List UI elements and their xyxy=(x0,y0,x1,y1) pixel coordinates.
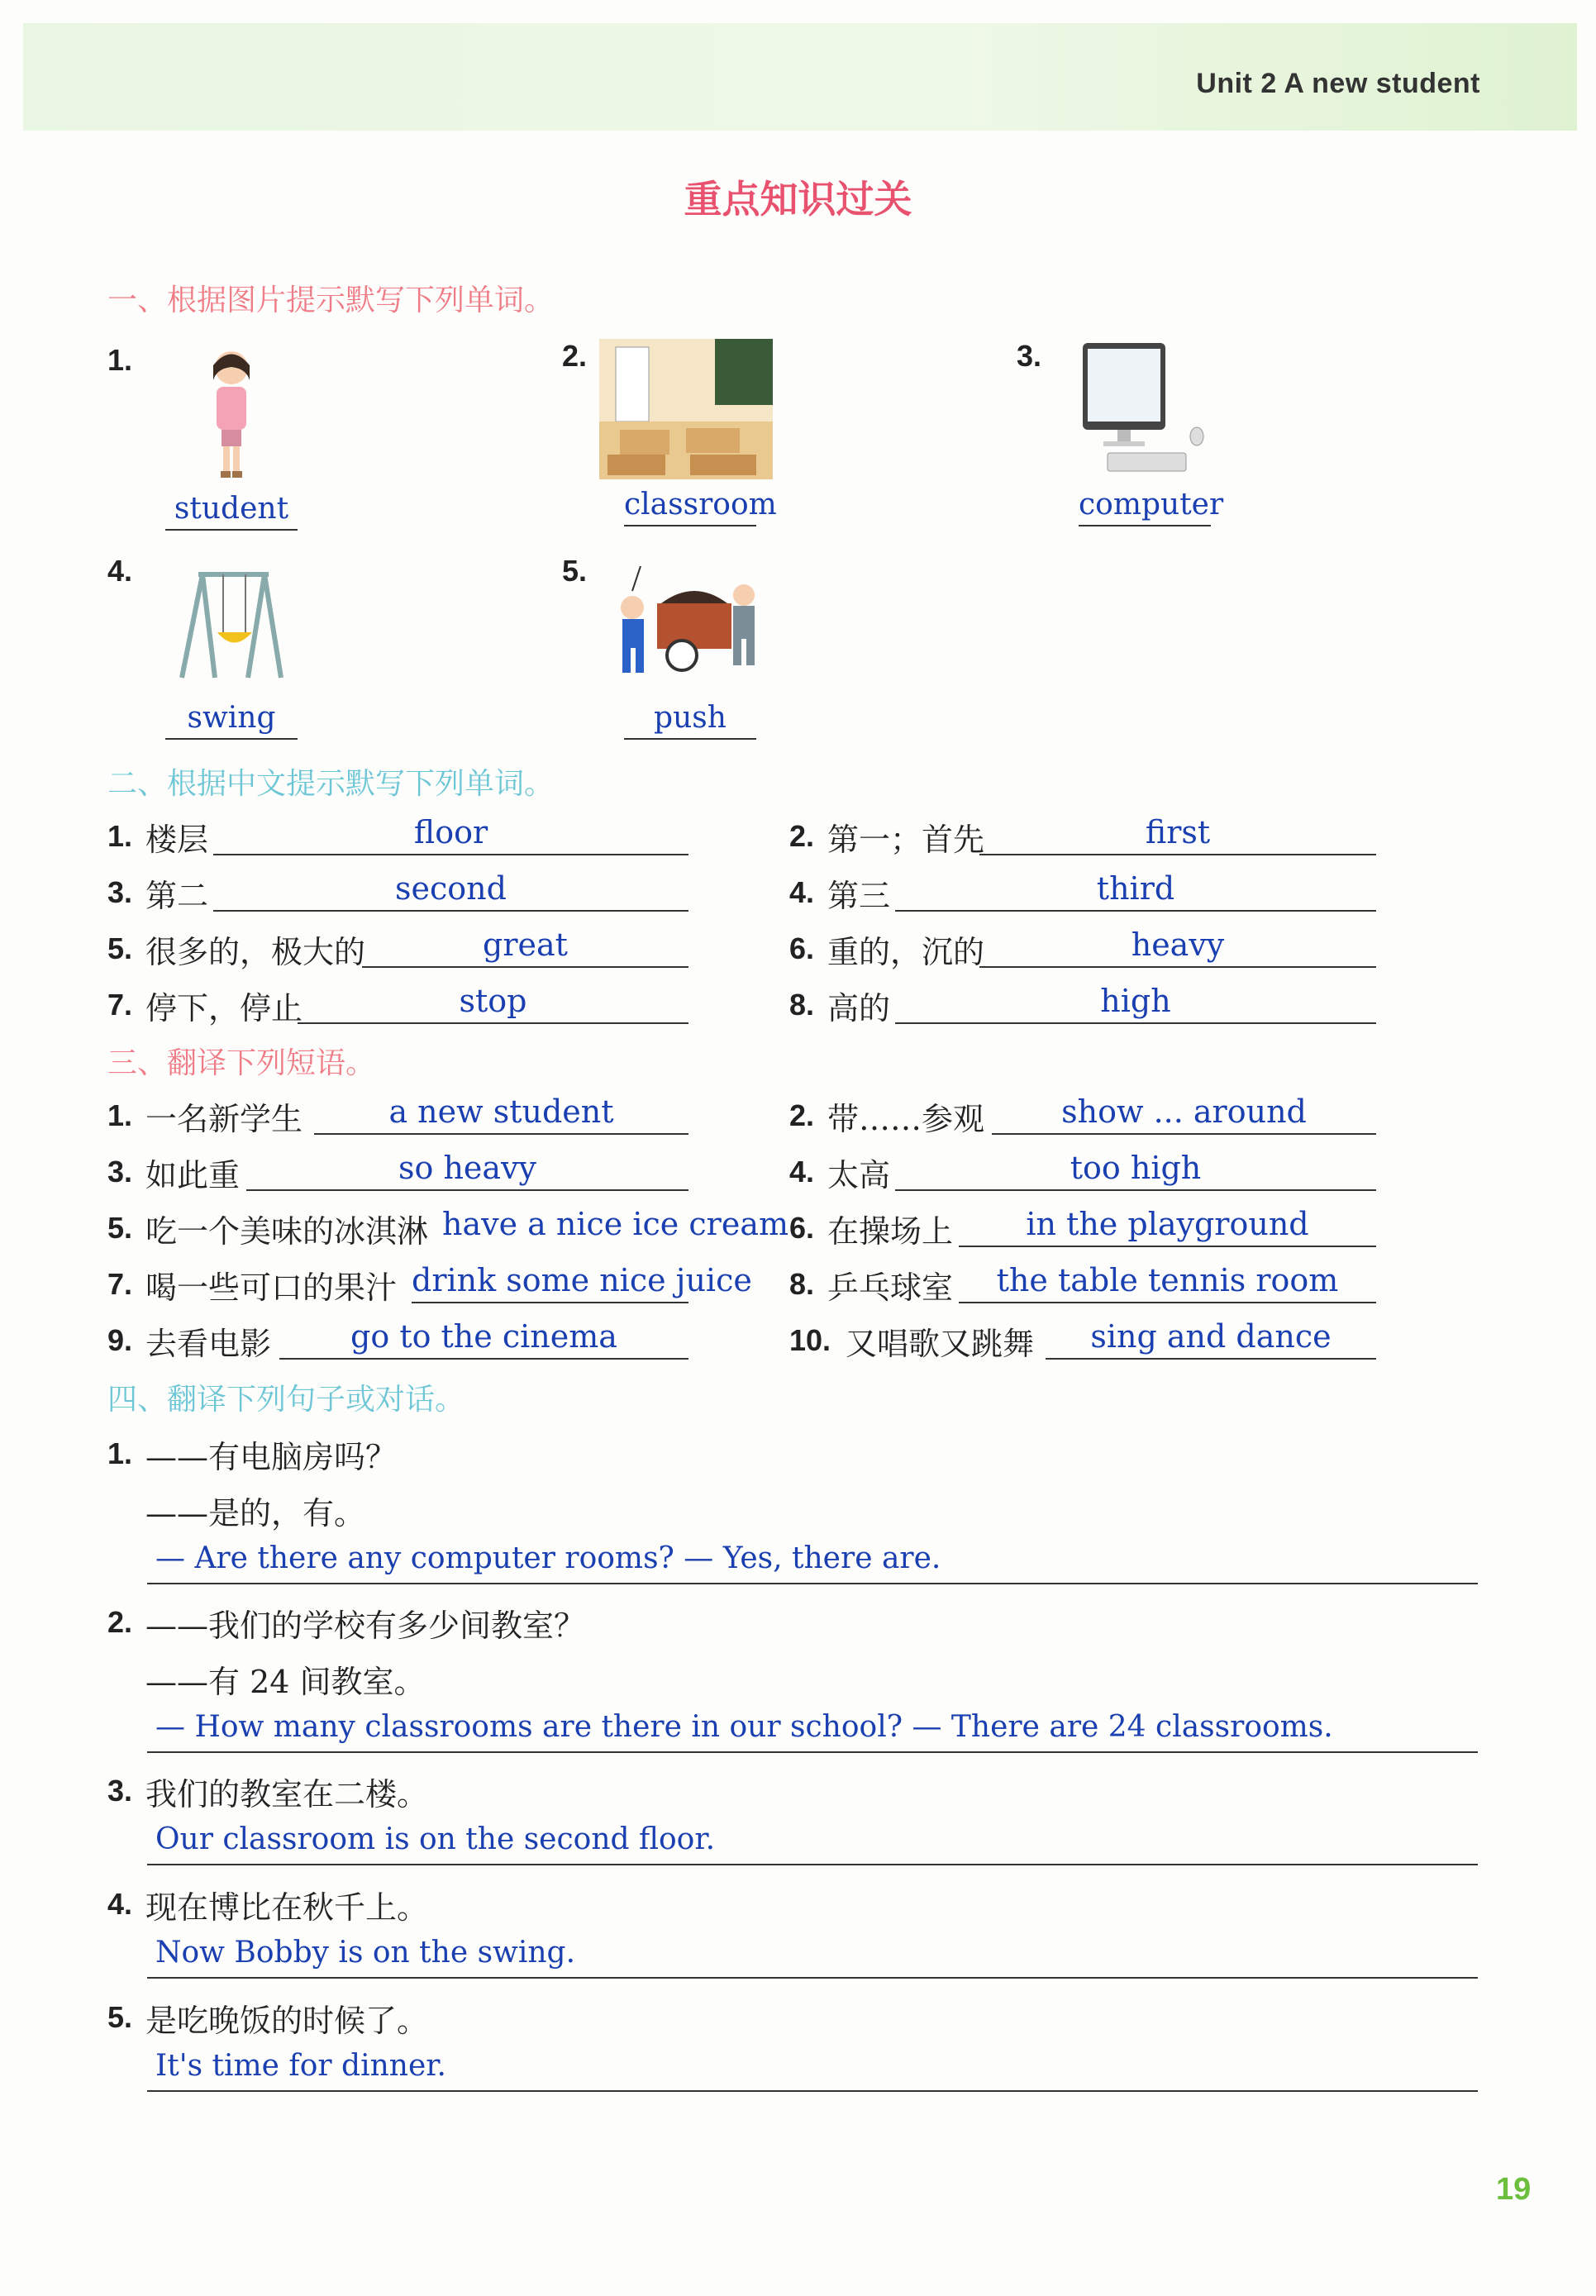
item-number: 4. xyxy=(789,1155,815,1188)
section-4-heading: 四、翻译下列句子或对话。 xyxy=(107,1383,465,1417)
picture-item-1 xyxy=(107,343,322,533)
answer-push: push xyxy=(624,701,756,740)
prompt-text: 如此重 xyxy=(145,1157,241,1193)
answer-field: second xyxy=(213,870,688,912)
answer-field: third xyxy=(895,870,1376,912)
phrase-row-3 xyxy=(107,1150,703,1193)
item-number: 8. xyxy=(789,988,815,1022)
prompt-text: 太高 xyxy=(827,1157,891,1193)
prompt-text: 是吃晚饭的时候了。 xyxy=(145,2003,429,2039)
prompt-text: 去看电影 xyxy=(145,1326,272,1362)
item-number: 9. xyxy=(107,1323,133,1357)
answer-field: great xyxy=(362,926,688,968)
answer-field: show ... around xyxy=(992,1093,1376,1135)
word-row-7 xyxy=(107,983,703,1026)
phrase-row-6 xyxy=(789,1206,1384,1249)
answer-field: go to the cinema xyxy=(279,1318,688,1360)
prompt-text: 又唱歌又跳舞 xyxy=(846,1326,1035,1362)
prompt-text: 很多的，极大的 xyxy=(145,934,366,970)
word-row-8 xyxy=(789,983,1384,1026)
item-number: 7. xyxy=(107,1267,133,1301)
answer-field: — How many classrooms are there in our school? — There are 24 classrooms. xyxy=(147,1710,1478,1753)
word-row-5 xyxy=(107,926,703,969)
item-number: 4. xyxy=(789,875,815,909)
item-number: 3. xyxy=(107,1155,133,1188)
phrase-row-8 xyxy=(789,1262,1384,1305)
prompt-text: 吃一个美味的冰淇淋 xyxy=(145,1213,429,1250)
prompt-text: ——是的，有。 xyxy=(145,1495,366,1531)
prompt-text: ——有电脑房吗？ xyxy=(145,1439,398,1475)
prompt-text: 第二 xyxy=(145,878,209,914)
section-3-heading: 三、翻译下列短语。 xyxy=(107,1046,376,1080)
item-number: 1. xyxy=(107,1436,133,1470)
answer-field: Now Bobby is on the swing. xyxy=(147,1936,1478,1979)
answer-field: a new student xyxy=(314,1093,688,1135)
answer-field: stop xyxy=(298,983,688,1024)
push-cart-icon xyxy=(607,566,765,682)
word-row-2 xyxy=(789,814,1384,857)
prompt-text: 喝一些可口的果汁 xyxy=(145,1269,398,1306)
phrase-row-1 xyxy=(107,1093,703,1136)
item-number: 2. xyxy=(789,1098,815,1132)
word-row-3 xyxy=(107,870,703,913)
prompt-text: 在操场上 xyxy=(827,1213,954,1250)
item-number: 6. xyxy=(789,931,815,965)
swing-icon xyxy=(169,570,293,682)
item-number: 4. xyxy=(107,554,133,588)
prompt-text: 楼层 xyxy=(145,822,209,858)
answer-computer: computer xyxy=(1079,488,1211,526)
answer-swing: swing xyxy=(165,701,298,740)
answer-field: so heavy xyxy=(246,1150,688,1191)
word-row-4 xyxy=(789,870,1384,913)
page-title: 重点知识过关 xyxy=(684,177,912,222)
item-number: 2. xyxy=(107,1605,133,1639)
item-number: 1. xyxy=(107,1098,133,1132)
prompt-text: 第三 xyxy=(827,878,891,914)
item-number: 3. xyxy=(1017,339,1042,373)
answer-field: too high xyxy=(895,1150,1376,1191)
phrase-row-5 xyxy=(107,1206,789,1250)
answer-student: student xyxy=(165,492,298,531)
item-number: 2. xyxy=(789,819,815,853)
answer-field: have a nice ice cream xyxy=(442,1206,789,1242)
answer-field: in the playground xyxy=(959,1206,1376,1247)
answer-field: high xyxy=(895,983,1376,1024)
section-1-heading: 一、根据图片提示默写下列单词。 xyxy=(107,283,555,317)
prompt-text: 第一；首先 xyxy=(827,822,985,858)
item-number: 7. xyxy=(107,988,133,1022)
prompt-text: 带……参观 xyxy=(827,1101,985,1137)
prompt-text: ——有 24 间教室。 xyxy=(145,1664,426,1700)
item-number: 5. xyxy=(562,554,588,588)
answer-field: first xyxy=(979,814,1376,855)
computer-icon xyxy=(1074,339,1207,479)
phrase-row-4 xyxy=(789,1150,1384,1193)
item-number: 6. xyxy=(789,1211,815,1245)
answer-field: floor xyxy=(213,814,688,855)
item-number: 10. xyxy=(789,1323,831,1357)
prompt-text: ——我们的学校有多少间教室？ xyxy=(145,1608,586,1644)
answer-field: — Are there any computer rooms? — Yes, there are. xyxy=(147,1541,1478,1584)
item-number: 1. xyxy=(107,343,133,377)
answer-field: sing and dance xyxy=(1046,1318,1376,1360)
section-2-heading: 二、根据中文提示默写下列单词。 xyxy=(107,767,555,801)
item-number: 2. xyxy=(562,339,588,373)
prompt-text: 现在博比在秋千上。 xyxy=(145,1889,429,1926)
picture-item-3 xyxy=(1017,339,1248,533)
phrase-row-7 xyxy=(107,1262,752,1306)
word-row-6 xyxy=(789,926,1384,969)
prompt-text: 重的，沉的 xyxy=(827,934,985,970)
item-number: 4. xyxy=(107,1887,133,1921)
item-number: 8. xyxy=(789,1267,815,1301)
item-number: 1. xyxy=(107,819,133,853)
page-number: 19 xyxy=(1496,2172,1532,2207)
item-number: 5. xyxy=(107,1211,133,1245)
prompt-text: 乒乓球室 xyxy=(827,1269,954,1306)
phrase-row-9 xyxy=(107,1318,703,1361)
answer-field: Our classroom is on the second floor. xyxy=(147,1822,1478,1865)
picture-item-4 xyxy=(107,554,322,748)
prompt-text: 我们的教室在二楼。 xyxy=(145,1776,429,1813)
picture-item-2 xyxy=(562,339,793,533)
answer-field: the table tennis room xyxy=(959,1262,1376,1303)
picture-item-5 xyxy=(562,554,793,748)
item-number: 5. xyxy=(107,2000,133,2034)
item-number: 3. xyxy=(107,875,133,909)
phrase-row-2 xyxy=(789,1093,1384,1136)
prompt-text: 停下，停止 xyxy=(145,990,303,1027)
word-row-1 xyxy=(107,814,703,857)
prompt-text: 高的 xyxy=(827,990,891,1027)
girl-student-icon xyxy=(198,347,264,483)
answer-classroom: classroom xyxy=(624,488,756,526)
unit-title: Unit 2 A new student xyxy=(1196,68,1480,99)
answer-field: drink some nice juice xyxy=(412,1262,688,1303)
item-number: 5. xyxy=(107,931,133,965)
answer-field: heavy xyxy=(979,926,1376,968)
answer-field: It's time for dinner. xyxy=(147,2049,1478,2092)
classroom-icon xyxy=(599,339,773,479)
phrase-row-10 xyxy=(789,1318,1384,1361)
item-number: 3. xyxy=(107,1774,133,1808)
prompt-text: 一名新学生 xyxy=(145,1101,303,1137)
